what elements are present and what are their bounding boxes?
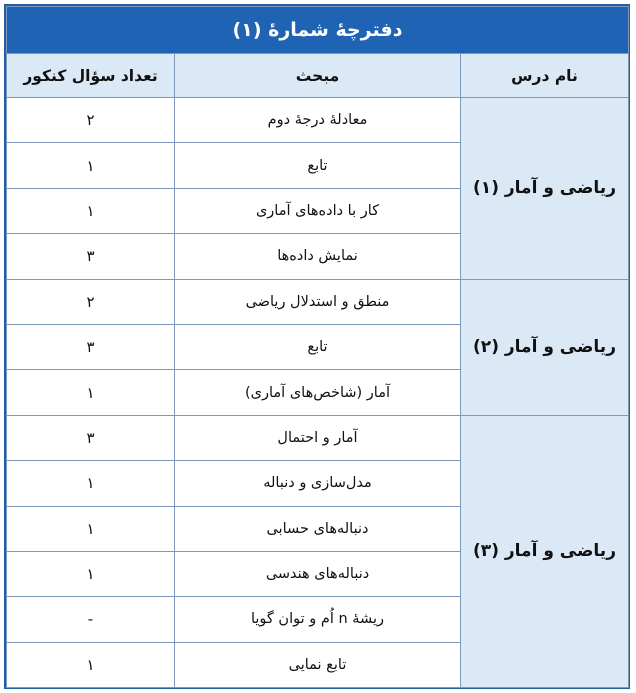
topic-cell: آمار (شاخص‌های آماری) [175,370,461,415]
booklet-table [6,6,629,688]
header-course: نام درس [461,54,629,98]
course-cell: ریاضی و آمار (۱) [461,98,629,280]
table-title: دفترچهٔ شمارهٔ (۱) [7,7,629,54]
topic-cell: دنباله‌های هندسی [175,551,461,596]
count-cell: ۱ [7,143,175,188]
header-topic: مبحث [175,54,461,98]
course-cell: ریاضی و آمار (۳) [461,415,629,687]
table-row [7,279,629,324]
topic-cell: کار با داده‌های آماری [175,188,461,233]
count-cell: ۳ [7,415,175,460]
count-cell: ۱ [7,370,175,415]
topic-cell: تابع [175,143,461,188]
topic-cell: منطق و استدلال ریاضی [175,279,461,324]
topic-cell: نمایش داده‌ها [175,234,461,279]
table-row [7,98,629,143]
topic-cell: ریشهٔ n اُم و توان گویا [175,597,461,642]
count-cell: ۲ [7,279,175,324]
count-cell: ۱ [7,642,175,687]
topic-cell: آمار و احتمال [175,415,461,460]
topic-cell: دنباله‌های حسابی [175,506,461,551]
count-cell: ۲ [7,98,175,143]
table-row [7,415,629,460]
count-cell: ۳ [7,234,175,279]
count-cell: ۱ [7,551,175,596]
header-count: تعداد سؤال کنکور [7,54,175,98]
topic-cell: تابع نمایی [175,642,461,687]
count-cell: ۱ [7,506,175,551]
count-cell: ۳ [7,324,175,369]
course-cell: ریاضی و آمار (۲) [461,279,629,415]
exam-booklet-table-frame [4,4,630,689]
count-cell: - [7,597,175,642]
topic-cell: معادلهٔ درجهٔ دوم [175,98,461,143]
header-row [7,54,629,98]
title-row [7,7,629,54]
topic-cell: تابع [175,324,461,369]
count-cell: ۱ [7,188,175,233]
topic-cell: مدل‌سازی و دنباله [175,461,461,506]
count-cell: ۱ [7,461,175,506]
